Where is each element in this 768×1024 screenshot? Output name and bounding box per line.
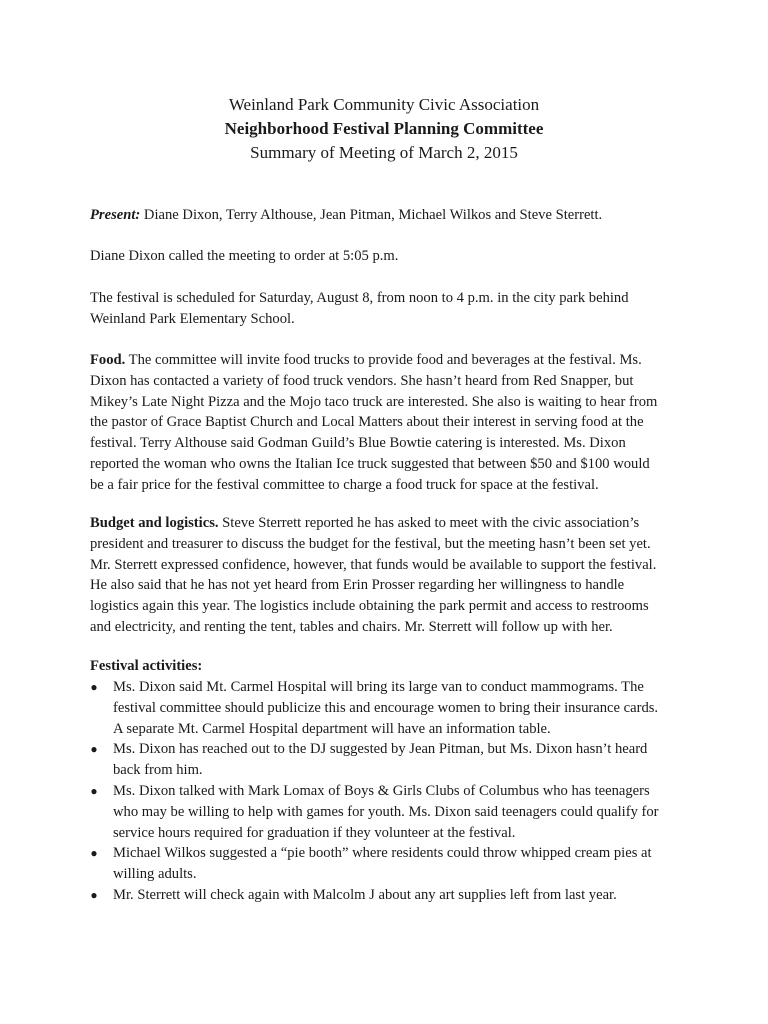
list-item-line: who may be willing to help with games for youth. Ms. Dixon said teenagers could qualify for <box>113 803 659 820</box>
list-item <box>90 781 710 843</box>
budget-first-line-text: Steve Sterrett reported he has asked to meet with the civic association’s <box>218 515 640 531</box>
budget-line: Mr. Sterrett expressed confidence, however, that funds would be available to support the festival. <box>90 556 657 573</box>
activities-heading: Festival activities: <box>90 658 203 674</box>
activities-list <box>90 677 710 906</box>
food-line: be a fair price for the festival committee to charge a food truck for space at the festival. <box>90 476 599 493</box>
organization-title: Weinland Park Community Civic Association <box>228 95 540 114</box>
list-item-line: Ms. Dixon talked with Mark Lomax of Boys & Girls Clubs of Columbus who has teenagers <box>113 782 650 799</box>
food-line: Dixon has contacted a variety of food truck vendors. She hasn’t heard from Red Snapper, but <box>90 372 634 389</box>
list-item-line: festival committee should publicize this and encourage women to bring their insurance cards. <box>113 699 659 716</box>
bullet-icon: ● <box>90 887 98 902</box>
attendance-line <box>90 205 690 226</box>
food-paragraph <box>90 350 690 496</box>
list-item-line: Mr. Sterrett will check again with Malcolm J about any art supplies left from last year. <box>113 886 617 903</box>
list-item-line: Ms. Dixon has reached out to the DJ suggested by Jean Pitman, but Ms. Dixon hasn’t heard <box>113 741 648 758</box>
bullet-icon: ● <box>90 680 98 694</box>
food-first-line <box>90 350 690 371</box>
schedule-line: Weinland Park Elementary School. <box>90 310 295 327</box>
budget-label: Budget and logistics. <box>90 515 219 531</box>
list-item-line: Ms. Dixon said Mt. Carmel Hospital will bring its large van to conduct mammograms. The <box>113 679 644 695</box>
food-line: festival. Terry Althouse said Godman Guild’s Blue Bowtie catering is interested. Ms. Dixon <box>90 435 626 452</box>
budget-line: logistics again this year. The logistics include obtaining the park permit and access to restrooms <box>90 598 649 615</box>
food-line: Mikey’s Late Night Pizza and the Mojo taco truck are interested. She also is waiting to hear from <box>90 393 658 410</box>
list-item <box>90 885 710 906</box>
list-item-line: service hours required for graduation if they volunteer at the festival. <box>113 824 516 841</box>
list-item <box>90 677 710 739</box>
call-to-order-paragraph <box>90 246 690 267</box>
food-first-line-text: The committee will invite food trucks to provide food and beverages at the festival. Ms. <box>125 352 642 368</box>
budget-line: He also said that he has not yet heard from Erin Prosser regarding her willingness to handle <box>90 577 625 594</box>
budget-first-line <box>90 513 690 534</box>
bullet-icon: ● <box>90 783 98 798</box>
call-to-order-text: Diane Dixon called the meeting to order at 5:05 p.m. <box>90 248 399 264</box>
meeting-title: Summary of Meeting of March 2, 2015 <box>250 143 518 162</box>
list-item-line: A separate Mt. Carmel Hospital department will have an information table. <box>113 720 551 737</box>
food-line: reported the woman who owns the Italian Ice truck suggested that between $50 and $100 would <box>90 455 650 472</box>
list-item-line: back from him. <box>113 762 203 779</box>
food-line: the pastor of Grace Baptist Church and Local Matters about their interest in serving food at the <box>90 414 644 431</box>
document-header <box>0 93 768 165</box>
committee-title: Neighborhood Festival Planning Committee <box>224 119 544 138</box>
budget-line: and electricity, and renting the tent, tables and chairs. Mr. Sterrett will follow up with her. <box>90 618 613 635</box>
list-item-line: willing adults. <box>113 866 197 883</box>
schedule-paragraph <box>90 288 690 330</box>
bullet-icon: ● <box>90 742 98 757</box>
list-item-line: Michael Wilkos suggested a “pie booth” where residents could throw whipped cream pies at <box>113 845 652 862</box>
bullet-icon: ● <box>90 846 98 861</box>
budget-paragraph <box>90 513 690 638</box>
present-label: Present: <box>90 207 141 223</box>
activities-heading-block <box>90 656 690 677</box>
food-label: Food. <box>90 352 126 368</box>
present-names: Diane Dixon, Terry Althouse, Jean Pitman, Michael Wilkos and Steve Sterrett. <box>140 207 603 223</box>
schedule-line: The festival is scheduled for Saturday, August 8, from noon to 4 p.m. in the city park behind <box>90 290 629 306</box>
budget-line: president and treasurer to discuss the budget for the festival, but the meeting hasn’t been set yet. <box>90 535 651 552</box>
attendance-paragraph <box>90 205 690 226</box>
list-item <box>90 739 710 781</box>
list-item <box>90 843 710 885</box>
